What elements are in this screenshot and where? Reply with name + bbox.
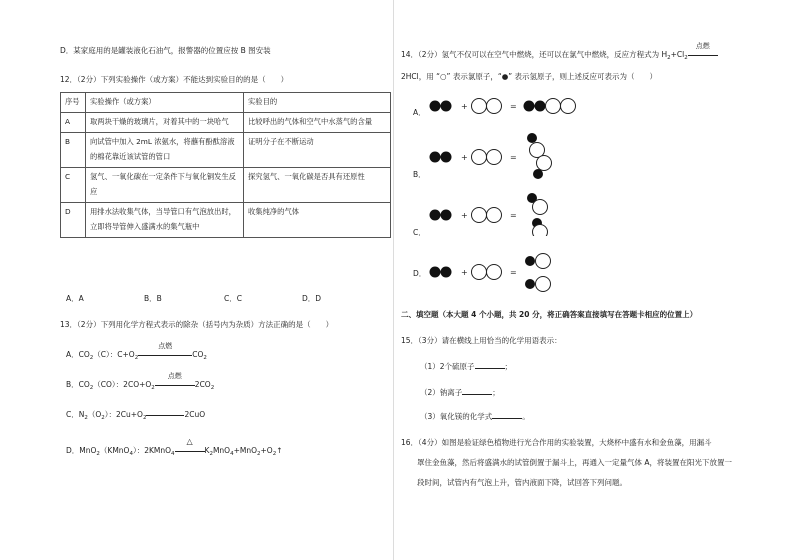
hydrogen-atom	[441, 210, 452, 221]
q15-item-text: （1）2个硫原子	[420, 362, 475, 371]
q14-option-d[interactable]	[401, 252, 571, 296]
formula-text: C．N	[66, 410, 85, 419]
row-op	[86, 132, 244, 167]
subscript: 2	[134, 355, 139, 361]
chlorine-atom	[546, 99, 561, 114]
answer-blank[interactable]	[492, 412, 522, 419]
option-label: D．	[413, 269, 427, 278]
table-row	[61, 202, 391, 237]
row-aim: 证明分子在不断运动	[244, 132, 391, 167]
chlorine-atom	[487, 208, 502, 223]
option-label: B．	[413, 170, 426, 179]
row-op-line: 的棉花靠近该试管的管口	[90, 151, 171, 161]
subscript: 2	[142, 415, 147, 421]
equals-sign: =	[510, 102, 517, 111]
answer-blank[interactable]	[462, 388, 492, 395]
subscript: 2	[209, 451, 213, 457]
row-id: D	[61, 202, 86, 237]
formula-text: CO	[192, 350, 204, 359]
chlorine-atom	[472, 208, 487, 223]
formula-text: （KMnO	[99, 446, 130, 455]
chlorine-atom	[472, 150, 487, 165]
plus-sign: +	[461, 102, 468, 111]
hydrogen-atom	[430, 152, 441, 163]
hydrogen-atom	[525, 256, 535, 266]
q14-stem-text: 14．（2分）氢气不仅可以在空气中燃烧，还可以在氯气中燃烧，反应方程式为 H	[401, 50, 668, 59]
q12-choice-d[interactable]: D．D	[302, 294, 322, 303]
reaction-condition	[155, 372, 195, 389]
subscript: 2	[89, 355, 94, 361]
option-label: C．	[413, 228, 426, 237]
subscript: 2	[101, 415, 105, 421]
q12-stem: 12．（2分）下列实验操作（或方案）不能达到实验目的的是（ ）	[60, 75, 289, 84]
reaction-condition	[688, 42, 718, 59]
row-id: A	[61, 112, 86, 132]
q15-stem: 15．（3分）请在横线上用恰当的化学用语表示：	[401, 336, 562, 345]
q13-stem: 13．（2分）下列用化学方程式表示的除杂（括号内为杂质）方法正确的是（ ）	[60, 320, 334, 329]
subscript: 4	[129, 451, 133, 457]
q16-line-1: 16．（4分）如图是验证绿色植物进行光合作用的实验装置，大烧杯中盛有水和金鱼藻，用漏斗	[401, 438, 712, 447]
subscript: 2	[96, 451, 100, 457]
header-id: 序号	[61, 93, 86, 113]
chlorine-atom	[533, 200, 548, 215]
equals-sign: =	[510, 211, 517, 220]
hydrogen-atom	[441, 152, 452, 163]
punctuation: ；	[492, 388, 500, 397]
reaction-arrow-line	[155, 385, 195, 386]
subscript: 2	[151, 385, 155, 391]
section-2-heading: 二、填空题（本大题 4 个小题，共 20 分，将正确答案直接填写在答题卡相应的位置上）	[401, 310, 698, 319]
punctuation: 。	[522, 412, 530, 421]
equals-sign: =	[510, 268, 517, 277]
q13-option-a[interactable]	[66, 342, 207, 362]
row-id: B	[61, 132, 86, 167]
hydrogen-atom	[430, 267, 441, 278]
q14-option-b[interactable]	[401, 130, 571, 180]
punctuation: ；	[504, 362, 513, 371]
chlorine-atom	[487, 150, 502, 165]
row-aim: 收集纯净的气体	[244, 202, 391, 237]
chlorine-atom	[537, 156, 552, 171]
condition-label: 点燃	[695, 42, 710, 50]
q12-choice-b[interactable]: B．B	[144, 294, 162, 303]
molecule-diagram	[401, 96, 581, 120]
molecule-diagram	[401, 190, 571, 236]
q14-stem-line2: 2HCl，用 “○” 表示氯原子，“●” 表示氢原子，则上述反应可表示为（ ）	[401, 72, 658, 81]
hydrogen-atom	[527, 133, 537, 143]
subscript: 2	[257, 451, 261, 457]
header-aim: 实验目的	[244, 93, 391, 113]
answer-blank[interactable]	[475, 362, 505, 369]
q14-option-c[interactable]	[401, 190, 571, 236]
formula-text: ）：2KMnO	[132, 446, 172, 455]
q12-choice-a[interactable]: A．A	[66, 294, 84, 303]
subscript: 2	[272, 451, 277, 457]
formula-text: +MnO	[233, 446, 258, 455]
chlorine-atom	[487, 99, 502, 114]
q15-item-3	[420, 412, 530, 421]
chlorine-atom	[487, 265, 502, 280]
subscript: 2	[84, 415, 88, 421]
hydrogen-atom	[430, 210, 441, 221]
reaction-arrow-line	[175, 451, 205, 452]
chlorine-atom	[472, 265, 487, 280]
header-op: 实验操作（或方案）	[86, 93, 244, 113]
row-id: C	[61, 167, 86, 202]
q12-table	[60, 92, 391, 238]
hydrogen-atom	[525, 279, 535, 289]
row-aim: 探究氢气、一氧化碳是否具有还原性	[244, 167, 391, 202]
option-d-previous: D．某家庭用的是罐装液化石油气，报警器的位置应按 B 图安装	[60, 46, 271, 55]
q13-option-b[interactable]	[66, 372, 215, 392]
plus-sign: +	[461, 211, 468, 220]
reaction-condition	[146, 410, 184, 419]
q15-item-1	[420, 362, 512, 371]
q14-option-a[interactable]	[401, 96, 581, 120]
formula-text: ）：2Cu+O	[104, 410, 143, 419]
row-aim: 比较呼出的气体和空气中水蒸气的含量	[244, 112, 391, 132]
reaction-arrow-line	[146, 415, 184, 416]
subscript: 2	[89, 385, 94, 391]
chlorine-atom	[536, 277, 551, 292]
formula-text: K	[204, 446, 210, 455]
hydrogen-atom	[430, 101, 441, 112]
reaction-arrow-line	[138, 355, 192, 356]
formula-text: 2CO	[194, 380, 211, 389]
subscript: 2	[203, 355, 207, 361]
molecule-diagram	[401, 252, 571, 296]
q12-choice-c[interactable]: C．C	[224, 294, 242, 303]
formula-text: （CO）：2CO+O	[93, 380, 152, 389]
table-row	[61, 132, 391, 167]
reaction-condition	[138, 342, 192, 359]
chlorine-atom	[536, 254, 551, 269]
formula-text: （O	[87, 410, 102, 419]
subscript: 4	[230, 451, 234, 457]
chlorine-atom	[533, 225, 548, 237]
row-op	[86, 202, 244, 237]
q16-line-2: 罩住金鱼藻，然后将盛满水的试管倒置于漏斗上，再通入一定量气体 A，将装置在阳光下放置一	[417, 458, 733, 467]
plus-sign: +	[461, 153, 468, 162]
option-label: A．	[413, 108, 426, 117]
q13-option-d[interactable]	[66, 437, 283, 458]
row-op-line: 应	[90, 186, 98, 196]
q15-item-2	[420, 388, 500, 397]
hydrogen-atom	[533, 169, 543, 179]
q14-stem-line1	[401, 42, 718, 62]
subscript: 2	[684, 55, 688, 61]
equals-sign: =	[510, 153, 517, 162]
subscript: 2	[210, 385, 215, 391]
chlorine-atom	[472, 99, 487, 114]
q15-item-text: （3）氧化镁的化学式	[420, 412, 493, 421]
row-op: 取两块干燥的玻璃片，对着其中的一块哈气	[86, 112, 244, 132]
gas-arrow: ↑	[276, 446, 283, 455]
formula-text: （C）：C+O	[93, 350, 135, 359]
reaction-condition	[175, 437, 205, 455]
formula-text: 2CuO	[184, 410, 206, 419]
row-op	[86, 167, 244, 202]
row-op-line: 向试管中加入 2mL 浓氨水，将蘸有酚酞溶液	[90, 136, 235, 146]
row-op-line: 用排水法收集气体，当导管口有气泡放出时，	[90, 206, 236, 216]
column-divider	[393, 0, 394, 560]
formula-text: D．MnO	[66, 446, 97, 455]
subscript: 4	[171, 451, 175, 457]
q13-option-c[interactable]	[66, 410, 205, 422]
subscript: 2	[667, 55, 671, 61]
table-header-row	[61, 93, 391, 113]
formula-text: B．CO	[66, 380, 90, 389]
condition-label: 点燃	[158, 342, 173, 350]
q15-item-text: （2）钠离子	[420, 388, 463, 397]
row-op-line: 氢气、一氧化碳在一定条件下与氧化铜发生反	[90, 171, 236, 181]
table-row	[61, 112, 391, 132]
hydrogen-atom	[441, 267, 452, 278]
molecule-diagram	[401, 130, 571, 180]
hydrogen-atom	[535, 101, 546, 112]
formula-text: A．CO	[66, 350, 90, 359]
condition-label: 点燃	[167, 372, 182, 380]
q16-line-3: 段时间，试管内有气泡上升，管内液面下降，试回答下列问题。	[417, 478, 627, 487]
formula-text: MnO	[212, 446, 231, 455]
hydrogen-atom	[441, 101, 452, 112]
table-row	[61, 167, 391, 202]
formula-text: +O	[260, 446, 273, 455]
q14-stem-text: +Cl	[670, 50, 685, 59]
hydrogen-atom	[524, 101, 535, 112]
reaction-arrow-line	[688, 55, 718, 56]
plus-sign: +	[461, 268, 468, 277]
chlorine-atom	[561, 99, 576, 114]
heat-symbol: △	[186, 437, 193, 446]
row-op-line: 立即将导管伸入盛满水的集气瓶中	[90, 221, 200, 231]
